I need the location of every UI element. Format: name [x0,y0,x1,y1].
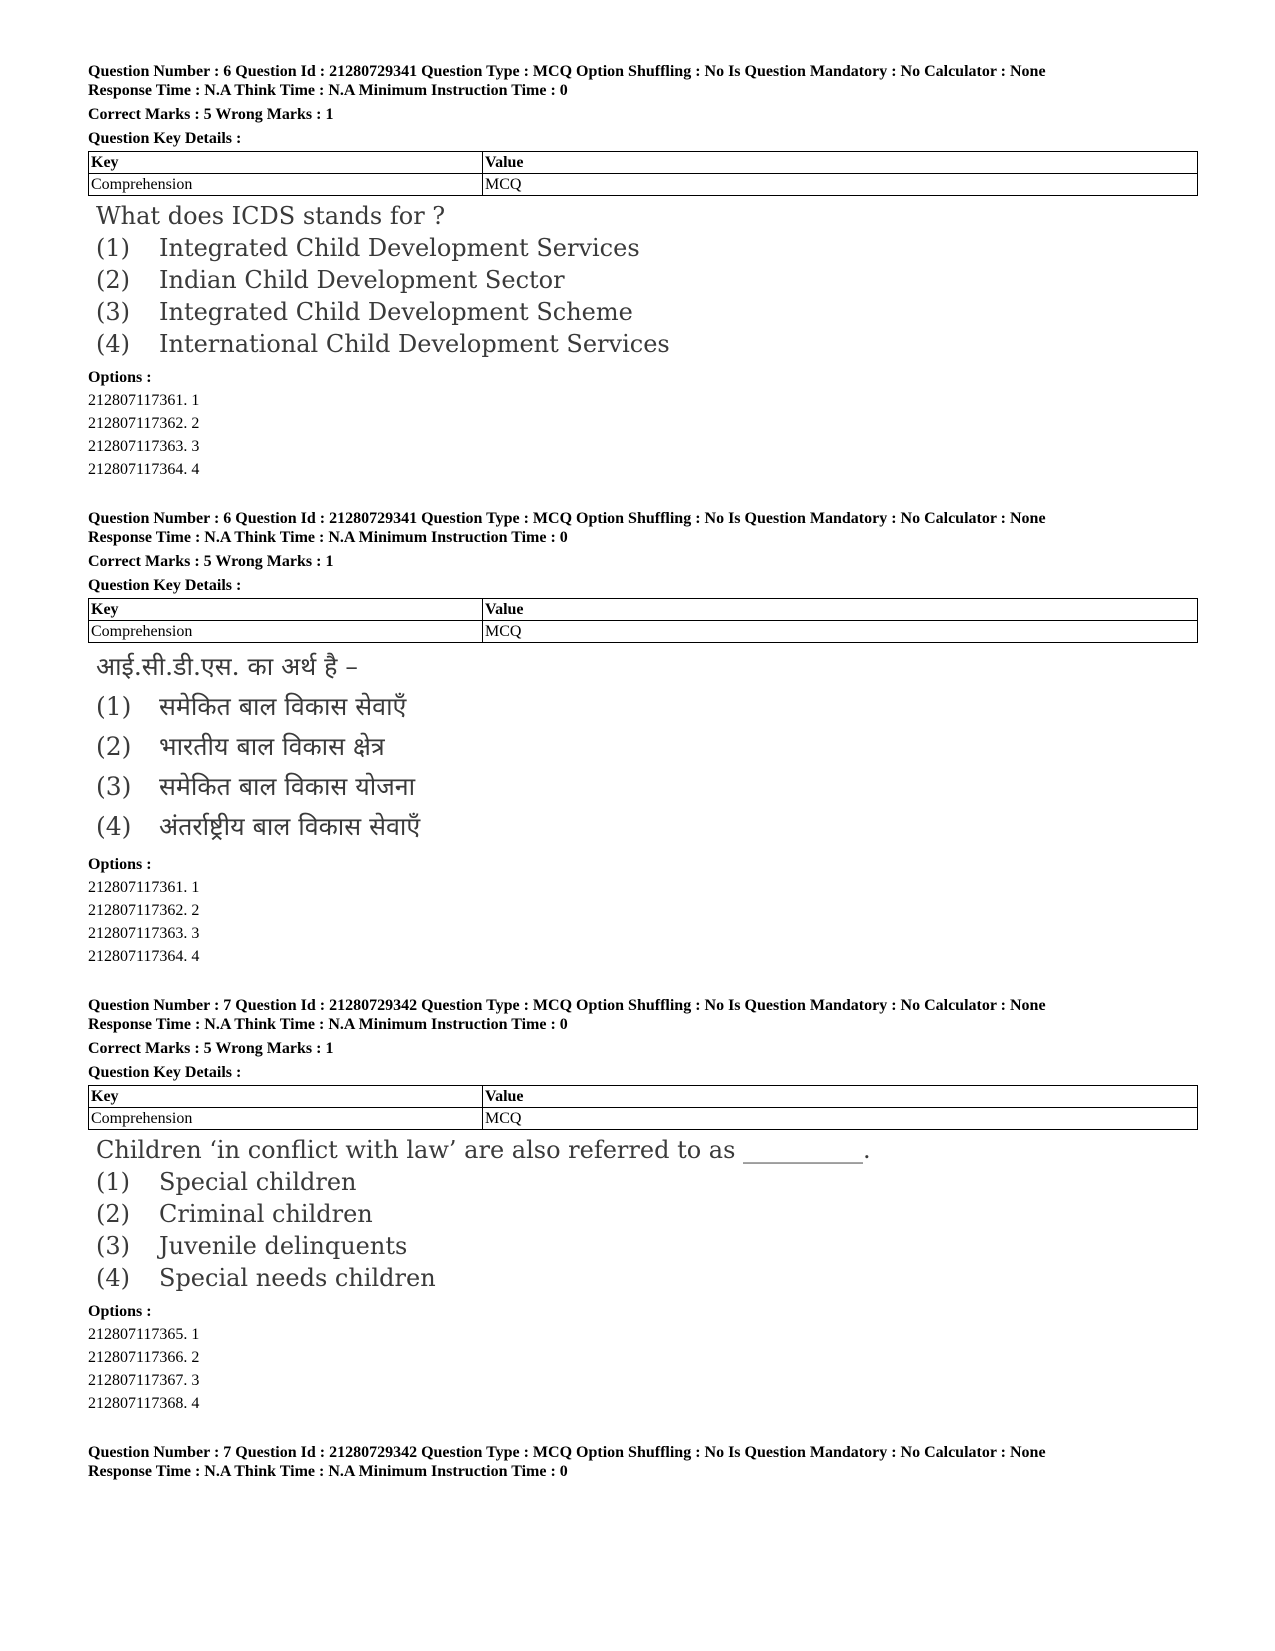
choice-number: (4) [96,1264,130,1292]
choice-item [96,1166,1198,1198]
table-row [89,621,1198,643]
choice-text: समेकित बाल विकास सेवाएँ [159,692,407,721]
choice-item [96,1230,1198,1262]
table-row [89,1108,1198,1130]
option-id-line: 212807117362. 2 [88,902,200,919]
key-details-table [88,1085,1198,1130]
question-meta-line: Question Number : 7 Question Id : 21280729342 Question Type : MCQ Option Shuffling : No Is Question Mandatory : No Calculator : None [88,1444,1046,1461]
options-label: Options : [88,856,152,873]
choice-text: Indian Child Development Sector [159,266,565,294]
choice-text: Special children [159,1168,357,1196]
question-stem: What does ICDS stands for ? [96,202,446,230]
option-id-line: 212807117364. 4 [88,948,200,965]
table-cell-key: Comprehension [89,174,483,196]
choice-number: (2) [96,732,132,761]
question-meta-line: Question Number : 7 Question Id : 21280729342 Question Type : MCQ Option Shuffling : No Is Question Mandatory : No Calculator : None [88,997,1046,1014]
question-timing-line: Response Time : N.A Think Time : N.A Minimum Instruction Time : 0 [88,529,568,546]
choice-text: Special needs children [159,1264,436,1292]
choice-item [96,1198,1198,1230]
option-id-line: 212807117367. 3 [88,1372,200,1389]
question-content [96,1134,1198,1294]
question-stem: Children ‘in conflict with law’ are also referred to as __________. [96,1136,871,1164]
choice-item [96,264,1198,296]
question-marks: Correct Marks : 5 Wrong Marks : 1 [88,106,334,123]
choice-text: International Child Development Services [159,330,670,358]
question-block [88,509,1198,968]
choice-item [96,1262,1198,1294]
choice-item [96,727,1198,767]
choice-number: (4) [96,330,130,358]
choice-number: (2) [96,1200,130,1228]
choice-number: (1) [96,692,132,721]
key-details-table [88,151,1198,196]
choice-text: समेकित बाल विकास योजना [159,772,416,801]
question-marks: Correct Marks : 5 Wrong Marks : 1 [88,553,334,570]
table-cell-key: Comprehension [89,1108,483,1130]
choice-item [96,687,1198,727]
choice-item [96,232,1198,264]
question-meta-line: Question Number : 6 Question Id : 21280729341 Question Type : MCQ Option Shuffling : No Is Question Mandatory : No Calculator : None [88,510,1046,527]
table-header-key: Key [89,1086,483,1108]
choice-number: (3) [96,298,130,326]
option-id-line: 212807117366. 2 [88,1349,200,1366]
question-timing-line: Response Time : N.A Think Time : N.A Minimum Instruction Time : 0 [88,82,568,99]
choice-number: (3) [96,772,132,801]
table-header-value: Value [483,599,1198,621]
options-label: Options : [88,1303,152,1320]
question-block [88,996,1198,1415]
option-id-line: 212807117363. 3 [88,925,200,942]
choice-number: (4) [96,812,132,841]
table-header-key: Key [89,152,483,174]
table-header-value: Value [483,152,1198,174]
option-id-line: 212807117363. 3 [88,438,200,455]
choice-text: भारतीय बाल विकास क्षेत्र [159,732,385,761]
choice-item [96,296,1198,328]
table-header-key: Key [89,599,483,621]
table-header-row [89,1086,1198,1108]
table-header-value: Value [483,1086,1198,1108]
choice-item [96,328,1198,360]
key-details-table [88,598,1198,643]
table-cell-key: Comprehension [89,621,483,643]
question-timing-line: Response Time : N.A Think Time : N.A Minimum Instruction Time : 0 [88,1463,568,1480]
option-id-line: 212807117362. 2 [88,415,200,432]
choice-text: Juvenile delinquents [159,1232,408,1260]
choice-item [96,767,1198,807]
option-id-line: 212807117361. 1 [88,879,200,896]
question-paper-page [88,62,1198,1481]
choice-number: (2) [96,266,130,294]
choice-item [96,807,1198,847]
key-details-label: Question Key Details : [88,1064,242,1081]
choice-number: (1) [96,1168,130,1196]
choice-number: (1) [96,234,130,262]
table-header-row [89,152,1198,174]
question-meta-line: Question Number : 6 Question Id : 21280729341 Question Type : MCQ Option Shuffling : No Is Question Mandatory : No Calculator : None [88,63,1046,80]
table-row [89,174,1198,196]
choice-text: अंतर्राष्ट्रीय बाल विकास सेवाएँ [159,812,421,841]
choice-text: Criminal children [159,1200,373,1228]
option-id-line: 212807117368. 4 [88,1395,200,1412]
choice-number: (3) [96,1232,130,1260]
question-content [96,200,1198,360]
option-id-line: 212807117361. 1 [88,392,200,409]
question-stem: आई.सी.डी.एस. का अर्थ है – [96,652,358,681]
table-header-row [89,599,1198,621]
option-id-line: 212807117365. 1 [88,1326,200,1343]
table-cell-value: MCQ [483,1108,1198,1130]
question-timing-line: Response Time : N.A Think Time : N.A Minimum Instruction Time : 0 [88,1016,568,1033]
choice-text: Integrated Child Development Services [159,234,640,262]
option-id-line: 212807117364. 4 [88,461,200,478]
key-details-label: Question Key Details : [88,130,242,147]
choice-text: Integrated Child Development Scheme [159,298,633,326]
question-marks: Correct Marks : 5 Wrong Marks : 1 [88,1040,334,1057]
question-block [88,62,1198,481]
table-cell-value: MCQ [483,174,1198,196]
table-cell-value: MCQ [483,621,1198,643]
question-block [88,1443,1198,1481]
question-content [96,647,1198,847]
options-label: Options : [88,369,152,386]
key-details-label: Question Key Details : [88,577,242,594]
